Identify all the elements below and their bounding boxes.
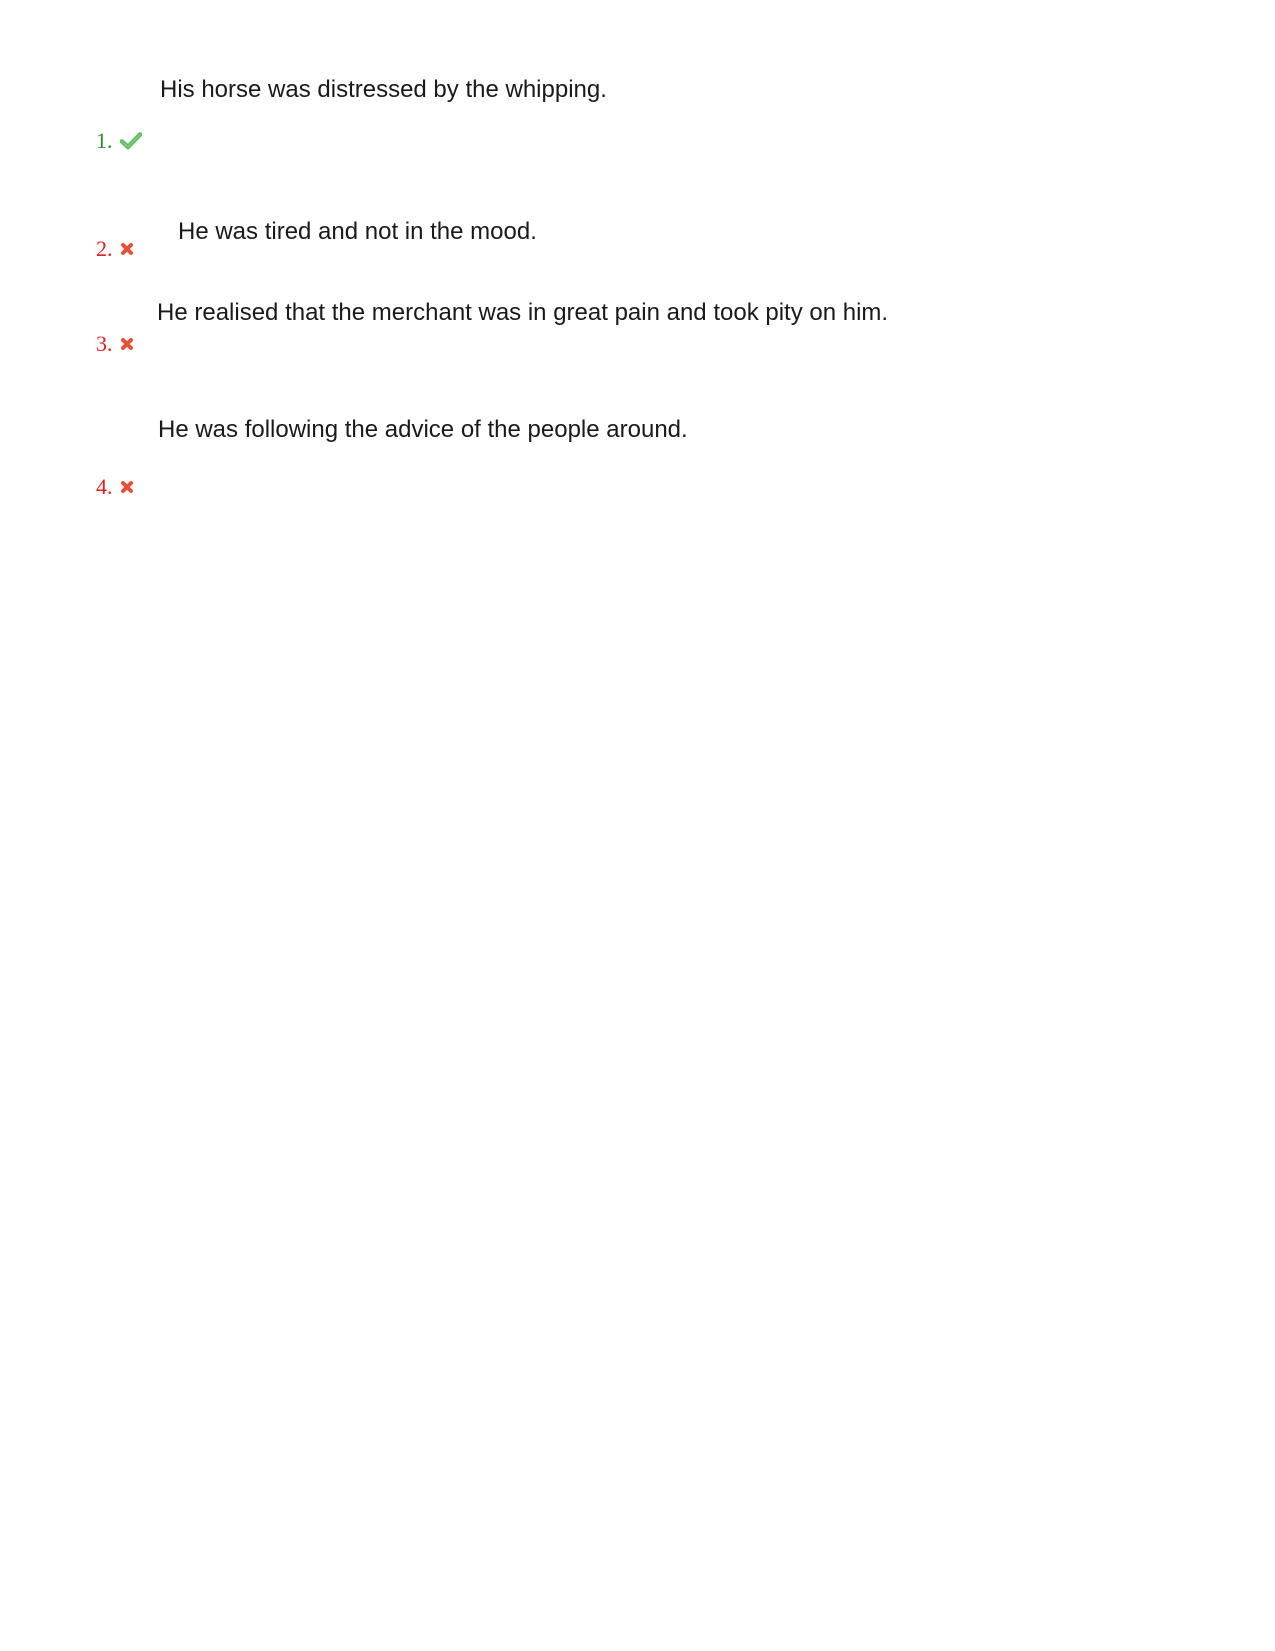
option-3-number: 3. xyxy=(96,331,113,356)
option-3-marker xyxy=(96,333,134,355)
option-1-marker xyxy=(96,130,142,152)
cross-icon xyxy=(120,242,134,256)
option-4-marker xyxy=(96,476,134,498)
cross-icon xyxy=(120,480,134,494)
option-4-number: 4. xyxy=(96,474,113,499)
cross-icon xyxy=(120,337,134,351)
option-2-marker xyxy=(96,238,134,260)
option-1-number: 1. xyxy=(96,128,113,153)
option-2-number: 2. xyxy=(96,236,113,261)
check-icon xyxy=(120,132,142,150)
option-2-text: He was tired and not in the mood. xyxy=(178,218,537,245)
option-1-text: His horse was distressed by the whipping. xyxy=(160,76,607,103)
option-4-text: He was following the advice of the people around. xyxy=(158,416,688,443)
option-3-text: He realised that the merchant was in great pain and took pity on him. xyxy=(157,299,889,326)
